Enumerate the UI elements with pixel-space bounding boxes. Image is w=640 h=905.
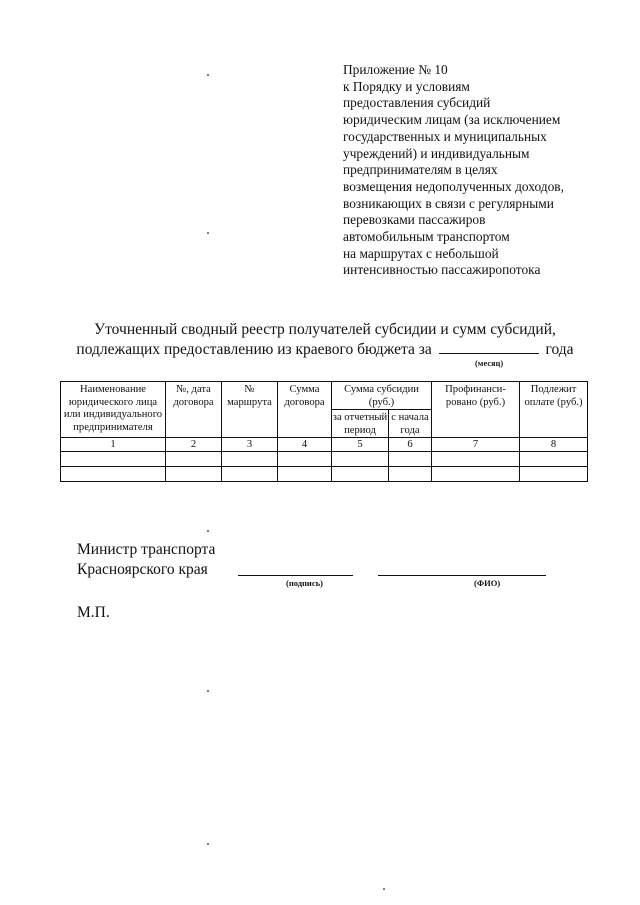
header-prefinanced: Профинанси-ровано (руб.) <box>432 382 520 438</box>
column-number-row <box>61 438 588 452</box>
appendix-line: интенсивностью пассажиропотока <box>343 262 541 278</box>
column-number: 6 <box>389 438 432 452</box>
scan-speck <box>383 888 385 890</box>
month-caption: (месяц) <box>475 359 504 368</box>
table-cell[interactable] <box>389 452 432 467</box>
title-line-2 <box>60 340 590 360</box>
name-caption: (ФИО) <box>474 578 501 588</box>
table-cell[interactable] <box>332 467 389 482</box>
header-route: № маршрута <box>222 382 278 438</box>
table-cell[interactable] <box>278 467 332 482</box>
table-cell[interactable] <box>222 467 278 482</box>
registry-table <box>60 381 588 482</box>
stamp-place: М.П. <box>77 604 110 621</box>
table-cell[interactable] <box>278 452 332 467</box>
appendix-line: возмещения недополученных доходов, <box>343 178 564 194</box>
name-line[interactable] <box>378 575 546 576</box>
header-reporting-period: за отчетный период <box>332 410 389 438</box>
appendix-line: предпринимателям в целях <box>343 162 498 178</box>
table-row <box>61 467 588 482</box>
appendix-line: учреждений) и индивидуальным <box>343 145 530 161</box>
table-cell[interactable] <box>166 467 222 482</box>
appendix-line: перевозками пассажиров <box>343 212 486 228</box>
appendix-line: на маршрутах с небольшой <box>343 245 499 261</box>
header-recipient: Наименование юридического лица или индивидуального предпринимателя <box>61 382 166 438</box>
header-contract: №, дата договора <box>166 382 222 438</box>
table-cell[interactable] <box>61 452 166 467</box>
scan-speck <box>207 690 209 692</box>
column-number: 2 <box>166 438 222 452</box>
appendix-line: автомобильным транспортом <box>343 229 510 245</box>
table-cell[interactable] <box>389 467 432 482</box>
signer-position-line-1: Министр транспорта <box>77 541 216 558</box>
table-cell[interactable] <box>432 467 520 482</box>
table-cell[interactable] <box>222 452 278 467</box>
table-cell[interactable] <box>166 452 222 467</box>
signer-position-line-2: Красноярского края <box>77 561 208 578</box>
document-title <box>60 320 590 360</box>
scan-speck <box>207 530 209 532</box>
title-line-1: Уточненный сводный реестр получателей субсидии и сумм субсидий, <box>94 321 556 338</box>
column-number: 4 <box>278 438 332 452</box>
header-payable: Подлежит оплате (руб.) <box>520 382 588 438</box>
signature-block <box>77 540 215 580</box>
table-header-row <box>61 382 588 410</box>
appendix-line: предоставления субсидий <box>343 95 491 111</box>
table-cell[interactable] <box>520 467 588 482</box>
month-blank-field[interactable] <box>439 340 539 354</box>
signature-line[interactable] <box>238 575 353 576</box>
column-number: 1 <box>61 438 166 452</box>
column-number: 5 <box>332 438 389 452</box>
scan-speck <box>207 232 209 234</box>
table-cell[interactable] <box>332 452 389 467</box>
column-number: 3 <box>222 438 278 452</box>
table-cell[interactable] <box>520 452 588 467</box>
title-line-2-prefix: подлежащих предоставлению из краевого бюджета за <box>76 341 432 358</box>
table-cell[interactable] <box>61 467 166 482</box>
table-row <box>61 452 588 467</box>
signature-caption: (подпись) <box>286 578 323 588</box>
header-contract-sum: Сумма договора <box>278 382 332 438</box>
appendix-line: государственных и муниципальных <box>343 128 547 144</box>
appendix-line: Приложение № 10 <box>343 62 448 77</box>
header-subsidy-sum: Сумма субсидии (руб.) <box>332 382 432 410</box>
column-number: 7 <box>432 438 520 452</box>
table-cell[interactable] <box>432 452 520 467</box>
appendix-line: к Порядку и условиям <box>343 78 470 94</box>
appendix-line: возникающих в связи с регулярными <box>343 195 554 211</box>
scan-speck <box>207 843 209 845</box>
title-line-2-suffix: года <box>545 341 574 358</box>
appendix-line: юридическим лицам (за исключением <box>343 112 561 128</box>
scan-speck <box>207 74 209 76</box>
column-number: 8 <box>520 438 588 452</box>
header-since-year-start: с начала года <box>389 410 432 438</box>
appendix-header <box>343 62 623 279</box>
